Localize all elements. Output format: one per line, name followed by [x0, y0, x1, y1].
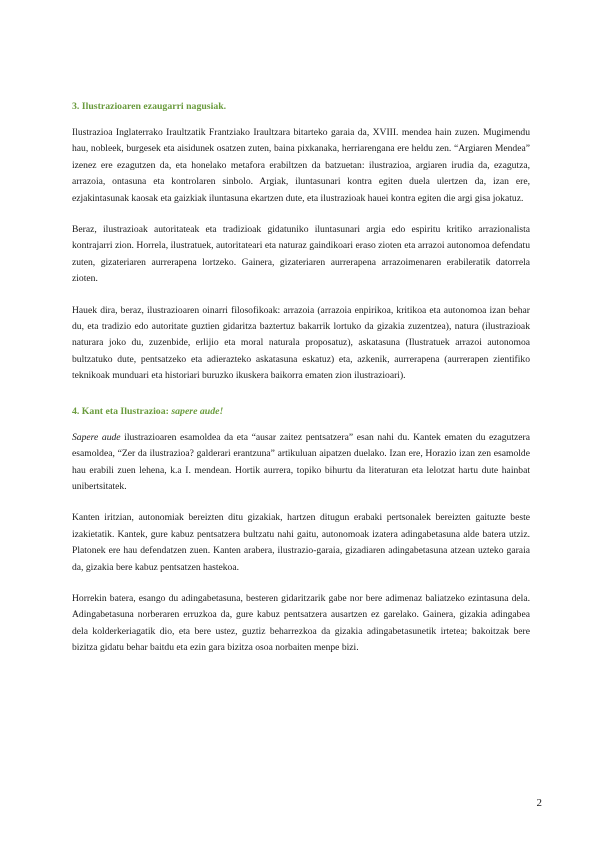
section-4-paragraph-3: Horrekin batera, esango du adingabetasuna, besteren gidaritzarik gabe nor bere adimenaz baliatzeko ezintasuna dela. Adingabetasuna norberaren erruzkoa da, gure kabuz pentsatzera ausartzen ez garelako. Gainera, gizakia adingabea dela kolderkeriagatik dio, eta bere ustez, guztiz beharrezkoa da gizakia adingabetasunetik irtetea; bakoitzak bere bizitza gidatu behar baitdu eta ezin gara bizitza osoa norbaiten menpe bizi.: [72, 592, 530, 654]
section-3-paragraph-3: Hauek dira, beraz, ilustrazioaren oinarri filosofikoak: arrazoia (arrazoia enpirikoa, kritikoa eta autonomoa izan behar du, eta tradizio edo autoritate guztien gidaritza baztertuz bakarrik lortuko da gizakia zuzentzea), natura (ilustrazioak naturara joko du, zuzenbide, erlijio eta moral naturala proposatuz), askatasuna (Ilustratuek arrazoi autonomoa bultzatuko dute, pentsatzeko eta adierazteko askatasuna eskatuz) eta, azkenik, aurrerapena (aurrerapen zientifiko teknikoak munduari eta historiari buruzko ikuskera baikorra ematen zion ilustrazioari).: [72, 304, 530, 382]
sapere-aude-term: Sapere aude: [72, 431, 121, 443]
section-3-heading: 3. Ilustrazioaren ezaugarri nagusiak.: [72, 101, 227, 112]
section-4-paragraph-2: Kanten iritzian, autonomiak bereizten ditu gizakiak, hartzen ditugun erabaki pertsonalek bereizten gaituzte beste izakietatik. Kantek, gure kabuz pentsatzera bultzatu nahi gaitu, autonomoak izatera adingabetasuna alde batera utziz. Platonek ere hau defendatzen zuen. Kanten arabera, ilustrazio-garaia, gizadiaren adingabetasuna atzean uzteko garaia da, gizakia bere kabuz pentsatzen hastekoa.: [72, 512, 530, 573]
section-4-heading-prefix: 4. Kant eta Ilustrazioa:: [72, 405, 172, 417]
section-3-paragraph-1: Ilustrazioa Inglaterrako Iraultzatik Frantziako Iraultzara bitarteko garaia da, XVIII. mendea hain zuzen. Mugimendu hau, nobleek, burgesek eta aisidunek osatzen zuten, baina pixkanaka, herriarengana ere heldu zen. “Argiaren Mendea” izenez ere ezagutzen da, eta honelako metafora erabiltzen da batzuetan: ilustrazioa, argiaren irudia da, ezagutza, arrazoia, ontasuna eta kontrolaren sinbolo. Argiak, iluntasunari kontra egiten duela ulertzen da, izan ere, ezjakintasunak kaosak eta gaizkiak iluntasuna ekartzen dute, eta ilustrazioak hauei kontra egiten die argi gisa jokatuz.: [72, 127, 530, 204]
section-3-paragraph-2: Beraz, ilustrazioak autoritateak eta tradizioak gidatuniko iluntasunari argia edo espiritu kritiko arrazionalista kontrajarri zion. Horrela, ilustratuek, autoritateari eta naturaz gaindikoari eraso zioten eta arrazoi autonomoa defendatu zuten, gizateriaren aurrerapena lortzeko. Gainera, gizateriaren aurrerapena arrazoimenaren erabileratik datorrela zioten.: [72, 224, 530, 285]
page-number: 2: [536, 797, 542, 809]
section-4-paragraph-1-text: ilustrazioaren esamoldea da eta “ausar zaitez pentsatzera” esan nahi du. Kantek ematen du ezagutzera esamoldea, “Zer da ilustrazioa? galderari erantzuna” artikuluan aipatzen duelako. Izan ere, Horazio izan zen esamolde hau erabili zuen lehena, k.a I. mendean. Hortik aurrera, topiko bihurtu da literaturan eta lelotzat hartu dute hainbat unibertsitatek.: [72, 431, 530, 492]
section-4-heading: [72, 404, 530, 420]
section-4-heading-italic: sapere aude!: [171, 405, 224, 417]
page-content: [72, 99, 530, 672]
section-4-paragraph-1: [72, 430, 530, 496]
